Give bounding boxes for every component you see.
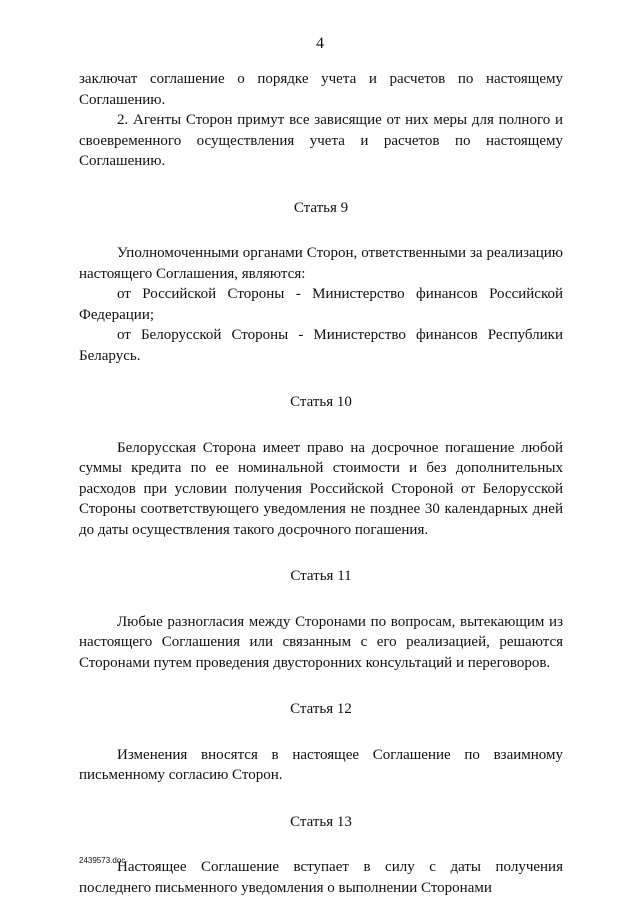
article-heading-10: Статья 10 <box>290 394 352 410</box>
paragraph: Настоящее Соглашение вступает в силу с даты получения последнего письменного уведомления о выполнении Сторонами <box>79 859 563 896</box>
paragraph: от Белорусской Стороны - Министерство финансов Республики Беларусь. <box>79 327 563 364</box>
paragraph: от Российской Стороны - Министерство финансов Российской Федерации; <box>79 286 563 323</box>
paragraph: заключат соглашение о порядке учета и расчетов по настоящему Соглашению. <box>79 71 563 108</box>
article-heading-13: Статья 13 <box>290 813 352 830</box>
page-number: 4 <box>316 35 324 52</box>
article-heading-12: Статья 12 <box>290 701 352 717</box>
paragraph: Белорусская Сторона имеет право на досрочное погашение любой суммы кредита по ее номинальной стоимости и без дополнительных расходов при условии получения Российской Стороной от Белорусской Стороны соответствующего уведомления не позднее 30 календарных дней до даты осуществления такого досрочного погашения. <box>79 439 563 538</box>
article-heading-11: Статья 11 <box>290 568 352 584</box>
paragraph: Уполномоченными органами Сторон, ответственными за реализацию настоящего Соглашения, являются: <box>79 245 563 282</box>
paragraph: Любые разногласия между Сторонами по вопросам, вытекающим из настоящего Соглашения или связанным с его реализацией, решаются Сторонами путем проведения двусторонних консультаций и переговоров. <box>79 613 563 671</box>
paragraph: 2. Агенты Сторон примут все зависящие от них меры для полного и своевременного осуществления учета и расчетов по настоящему Соглашению. <box>79 112 563 169</box>
document-body <box>79 69 563 898</box>
article-heading-9: Статья 9 <box>293 199 349 216</box>
paragraph: Изменения вносятся в настоящее Соглашение по взаимному письменному согласию Сторон. <box>79 746 563 783</box>
file-name-footer: 2439573.doc <box>79 856 126 865</box>
